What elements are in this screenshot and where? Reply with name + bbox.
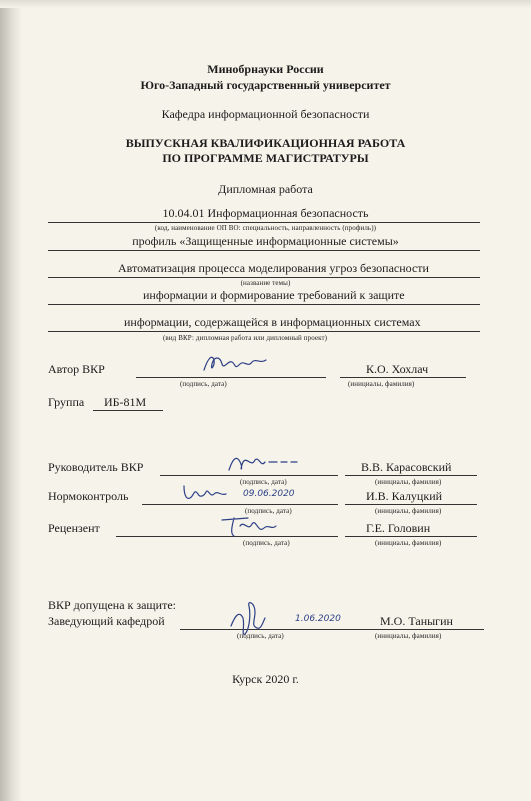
- supervisor-signature: [225, 452, 305, 476]
- head-sign-caption: (подпись, дата): [237, 632, 284, 640]
- author-name-caption: (инициалы, фамилия): [348, 380, 415, 388]
- group-value: ИБ-81М: [104, 395, 147, 409]
- supervisor-name: В.В. Карасовский: [361, 460, 452, 474]
- normcontrol-signature: [180, 480, 232, 504]
- profile-underline: [48, 250, 480, 251]
- head-name: М.О. Таныгин: [380, 614, 453, 628]
- group-label: Группа: [48, 395, 85, 409]
- topic-line1: Автоматизация процесса моделирования угроз безопасности: [118, 261, 429, 275]
- ministry-name: Минобрнауки России: [207, 62, 324, 76]
- reviewer-sign-caption: (подпись, дата): [243, 539, 290, 547]
- normcontrol-name-line: [345, 504, 477, 505]
- normcontrol-name-caption: (инициалы, фамилия): [375, 507, 442, 515]
- author-name: К.О. Хохлач: [366, 362, 429, 376]
- author-label: Автор ВКР: [48, 362, 105, 376]
- specialty-underline: [48, 222, 480, 223]
- normcontrol-handwritten-date: 09.06.2020: [243, 489, 295, 499]
- document-title-line2: ПО ПРОГРАММЕ МАГИСТРАТУРЫ: [162, 151, 369, 165]
- supervisor-name-line: [345, 475, 477, 476]
- author-signature: [200, 350, 270, 378]
- work-kind-caption: (вид ВКР: дипломная работа или дипломный проект): [163, 334, 328, 342]
- topic-caption: (название темы): [240, 279, 291, 287]
- reviewer-name-line: [345, 536, 477, 537]
- topic-underline2: [48, 304, 480, 305]
- reviewer-name-caption: (инициалы, фамилия): [375, 539, 442, 547]
- author-sign-caption: (подпись, дата): [180, 380, 227, 388]
- group-underline: [93, 410, 163, 411]
- department-name: Кафедра информационной безопасности: [161, 107, 370, 121]
- topic-line2: информации и формирование требований к защите: [143, 288, 405, 302]
- head-handwritten-date: 1.06.2020: [295, 614, 341, 624]
- normcontrol-sign-caption: (подпись, дата): [245, 507, 292, 515]
- specialty-code-name: 10.04.01 Информационная безопасность: [162, 206, 369, 220]
- city-year: Курск 2020 г.: [232, 672, 299, 686]
- page-top-shadow: [0, 0, 531, 8]
- supervisor-label: Руководитель ВКР: [48, 460, 144, 474]
- head-name-line: [352, 629, 484, 630]
- normcontrol-name: И.В. Калуцкий: [366, 489, 443, 503]
- supervisor-sign-caption: (подпись, дата): [240, 478, 287, 486]
- topic-underline1: [48, 277, 480, 278]
- admission-text: ВКР допущена к защите:: [48, 598, 176, 612]
- supervisor-name-caption: (инициалы, фамилия): [375, 478, 442, 486]
- head-name-caption: (инициалы, фамилия): [375, 632, 442, 640]
- specialty-profile: профиль «Защищенные информационные системы»: [132, 234, 399, 248]
- university-name: Юго-Западный государственный университет: [140, 78, 391, 92]
- document-title-line1: ВЫПУСКНАЯ КВАЛИФИКАЦИОННАЯ РАБОТА: [125, 136, 406, 150]
- work-type: Дипломная работа: [218, 182, 313, 196]
- reviewer-signature: [218, 512, 280, 540]
- topic-line3: информации, содержащейся в информационных системах: [124, 315, 421, 329]
- normcontrol-signature-line: [142, 504, 338, 505]
- topic-underline3: [48, 331, 480, 332]
- normcontrol-label: Нормоконтроль: [48, 489, 129, 503]
- author-name-line: [340, 377, 466, 378]
- head-of-department-label: Заведующий кафедрой: [48, 614, 165, 628]
- specialty-caption: (код, наименование ОП ВО: специальность, направленность (профиль)): [154, 224, 377, 232]
- reviewer-name: Г.Е. Головин: [366, 521, 431, 535]
- reviewer-label: Рецензент: [48, 521, 100, 535]
